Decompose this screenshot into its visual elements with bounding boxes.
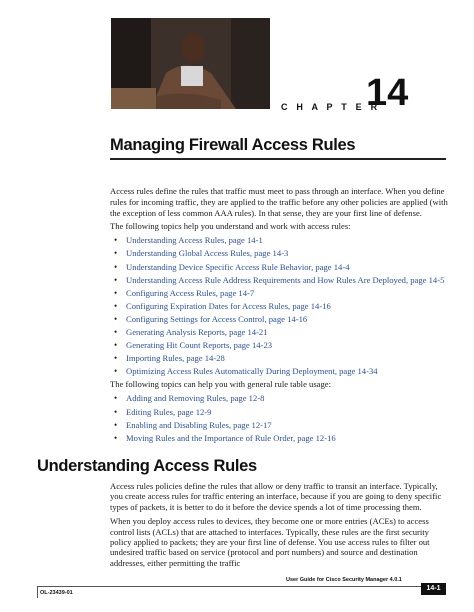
bullet-icon: • — [114, 235, 118, 246]
footer-doc-id: OL-23439-01 — [40, 590, 73, 596]
general-lead: The following topics can help you with general rule table usage: — [110, 379, 331, 390]
chapter-label: C H A P T E R — [281, 102, 381, 112]
topic-link[interactable] — [110, 313, 450, 326]
section-paragraph-2: When you deploy access rules to devices, they become one or more entries (ACEs) to access control lists (ACLs) that are attached to interfaces. Typically, these rules are the first security policy applied to packets; they are your first line of defense. You use access rules to filter out undesired traffic based on service (protocol and port numbers) and source and destination addresses, either permitting the traffic — [110, 516, 430, 568]
topic-link[interactable] — [110, 326, 450, 339]
topic-link[interactable] — [110, 234, 450, 247]
topics-lead: The following topics help you understand and work with access rules: — [110, 221, 351, 232]
section-body — [110, 481, 450, 572]
topic-link-label[interactable]: Generating Hit Count Reports, page 14-23 — [126, 340, 273, 351]
topic-link-label[interactable]: Understanding Device Specific Access Rule Behavior, page 14-4 — [126, 261, 350, 272]
topic-link-label[interactable]: Generating Analysis Reports, page 14-21 — [126, 327, 268, 338]
bullet-icon: • — [114, 261, 118, 272]
topic-link[interactable] — [110, 261, 450, 274]
footer-guide-title: User Guide for Cisco Security Manager 4.0.1 — [286, 577, 402, 583]
general-link[interactable] — [110, 419, 450, 432]
topic-link-label[interactable]: Importing Rules, page 14-28 — [126, 353, 225, 364]
bullet-icon: • — [114, 353, 118, 364]
topic-link[interactable] — [110, 287, 450, 300]
bullet-icon: • — [114, 248, 118, 259]
intro-section — [110, 186, 450, 445]
bullet-icon: • — [114, 340, 118, 351]
general-list — [110, 392, 450, 444]
bullet-icon: • — [114, 327, 118, 338]
bullet-icon: • — [114, 406, 118, 417]
topic-link-label[interactable]: Understanding Access Rules, page 14-1 — [126, 235, 263, 246]
bullet-icon: • — [114, 287, 118, 298]
topic-link[interactable] — [110, 339, 450, 352]
intro-paragraph: Access rules define the rules that traffic must meet to pass through an interface. When you define rules for incoming traffic, they are applied to the traffic before any other policies are applied (with the exception of less common AAA rules). In that sense, they are your first line of defense. — [110, 186, 448, 218]
title-divider — [110, 158, 446, 160]
topics-list — [110, 234, 450, 378]
general-link-label[interactable]: Adding and Removing Rules, page 12-8 — [126, 393, 265, 404]
topic-link-label[interactable]: Optimizing Access Rules Automatically During Deployment, page 14-34 — [126, 366, 378, 377]
bullet-icon: • — [114, 419, 118, 430]
person-photo-illustration — [111, 18, 270, 109]
general-link-label[interactable]: Moving Rules and the Importance of Rule Order, page 12-16 — [126, 432, 336, 443]
chapter-photo — [111, 18, 270, 109]
general-link[interactable] — [110, 392, 450, 405]
topic-link-label[interactable]: Understanding Global Access Rules, page 14-3 — [126, 248, 289, 259]
page-title: Managing Firewall Access Rules — [110, 136, 356, 154]
topic-link-label[interactable]: Configuring Expiration Dates for Access Rules, page 14-16 — [126, 300, 331, 311]
bullet-icon: • — [114, 300, 118, 311]
general-link[interactable] — [110, 432, 450, 445]
topic-link[interactable] — [110, 274, 450, 287]
general-link[interactable] — [110, 406, 450, 419]
bullet-icon: • — [114, 313, 118, 324]
page-number: 14-1 — [421, 583, 446, 595]
footer-tick — [37, 586, 38, 598]
general-link-label[interactable]: Editing Rules, page 12-9 — [126, 406, 212, 417]
topic-link[interactable] — [110, 247, 450, 260]
bullet-icon: • — [114, 366, 118, 377]
bullet-icon: • — [114, 274, 118, 285]
section-heading: Understanding Access Rules — [37, 457, 257, 475]
topic-link-label[interactable]: Understanding Access Rule Address Requirements and How Rules Are Deployed, page 14-5 — [126, 274, 445, 285]
footer-divider — [37, 586, 445, 587]
bullet-icon: • — [114, 432, 118, 443]
topic-link[interactable] — [110, 352, 450, 365]
section-paragraph-1: Access rules policies define the rules that allow or deny traffic to transit an interface. Typically, you create access rules for traffic entering an interface, because if you are going to deny specific types of packets, it is better to do it before the device spends a lot of time processing them. — [110, 481, 442, 512]
topic-link[interactable] — [110, 365, 450, 378]
bullet-icon: • — [114, 393, 118, 404]
general-link-label[interactable]: Enabling and Disabling Rules, page 12-17 — [126, 419, 272, 430]
topic-link-label[interactable]: Configuring Access Rules, page 14-7 — [126, 287, 255, 298]
topic-link-label[interactable]: Configuring Settings for Access Control, page 14-16 — [126, 313, 308, 324]
chapter-number: 14 — [366, 72, 409, 114]
topic-link[interactable] — [110, 300, 450, 313]
